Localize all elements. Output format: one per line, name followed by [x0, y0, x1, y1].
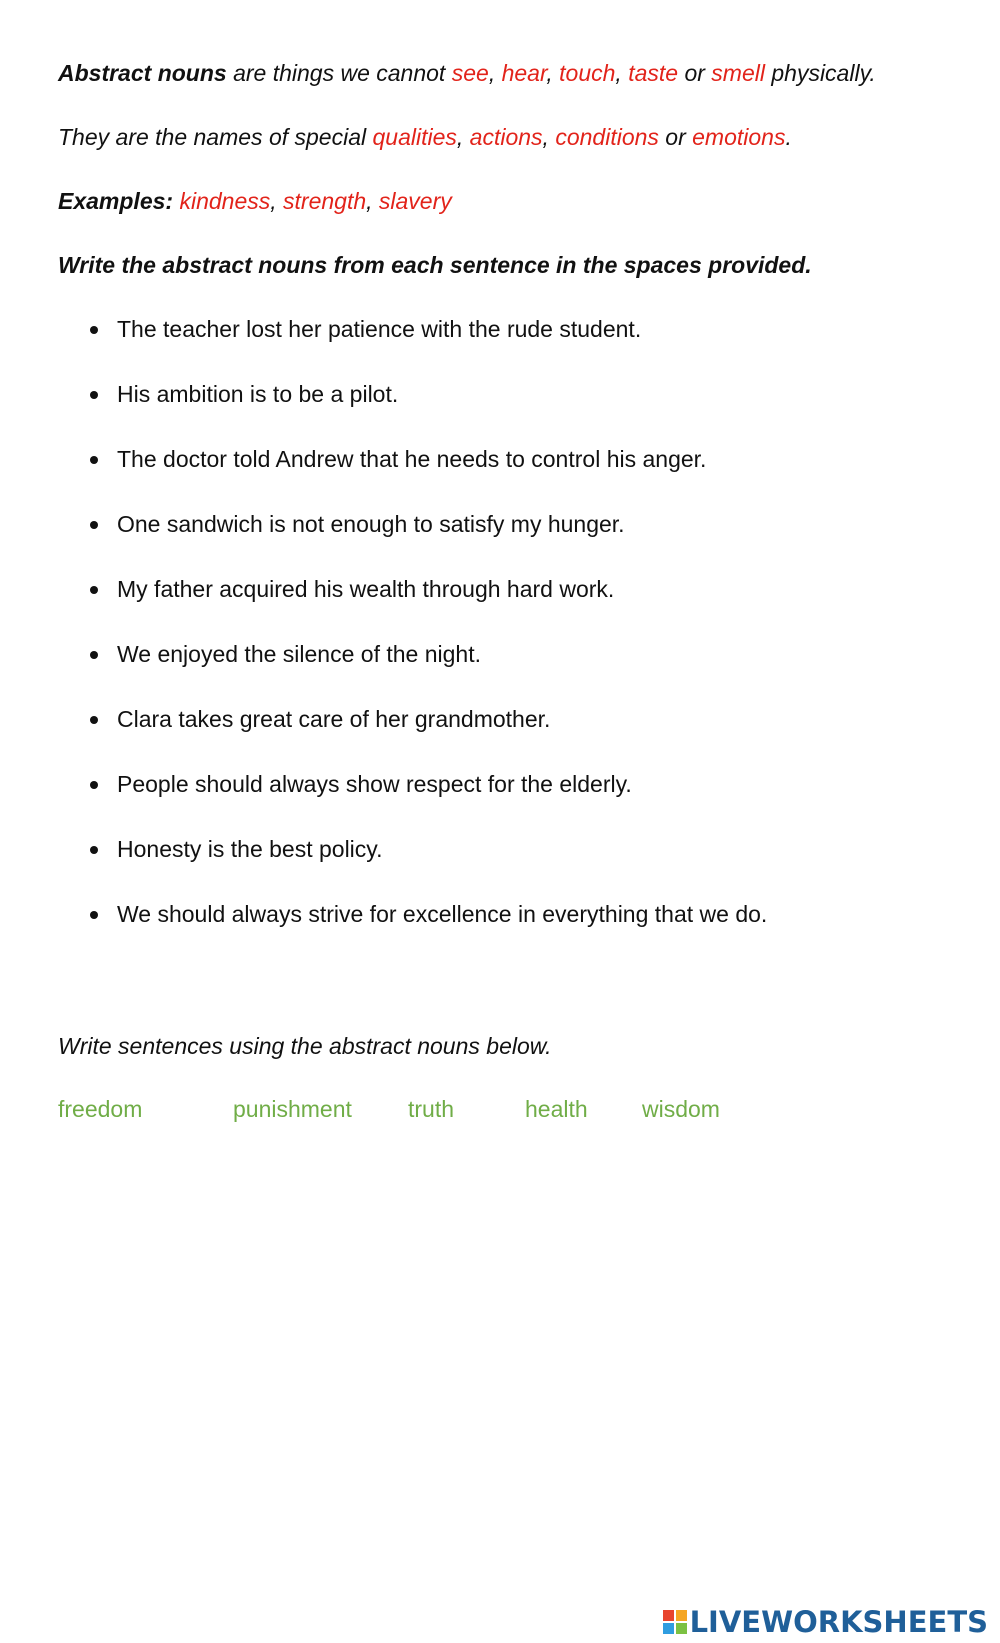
- word-wisdom: wisdom: [642, 1096, 720, 1122]
- term-abstract-nouns: Abstract nouns: [58, 60, 227, 86]
- instruction: Write the abstract nouns from each sentence in the spaces provided.: [58, 252, 812, 278]
- bullet-icon: [90, 521, 98, 529]
- sense-smell: smell: [711, 60, 765, 86]
- bullet-icon: [90, 716, 98, 724]
- word-truth: truth: [408, 1096, 455, 1122]
- bullet-icon: [90, 391, 98, 399]
- liveworksheets-icon: [663, 1610, 687, 1634]
- logo-square: [676, 1623, 687, 1634]
- sentence-text: One sandwich is not enough to satisfy my hunger.: [117, 511, 625, 537]
- example-slavery: slavery: [378, 188, 452, 214]
- bullet-icon: [90, 911, 98, 919]
- sentence-prompt: Write sentences using the abstract nouns below.: [58, 1033, 552, 1059]
- bullet-icon: [90, 456, 98, 464]
- sentence-text: We should always strive for excellence in everything that we do.: [117, 901, 768, 927]
- bullet-icon: [90, 781, 98, 789]
- bullet-icon: [90, 326, 98, 334]
- logo-square: [663, 1623, 674, 1634]
- examples-label: Examples:: [58, 188, 174, 214]
- category-actions: actions: [469, 124, 543, 150]
- sentence-text: Clara takes great care of her grandmother.: [117, 706, 551, 732]
- example-kindness: kindness: [179, 188, 271, 214]
- category-qualities: qualities: [372, 124, 457, 150]
- sense-hear: hear: [501, 60, 547, 86]
- sentence-text: People should always show respect for the elderly.: [117, 771, 632, 797]
- abstract-noun-definition: Abstract nouns are things we cannot see, hear, touch, taste or smell physically.: [58, 60, 876, 86]
- examples-line: Examples: kindness, strength, slavery: [58, 188, 452, 214]
- sentence-text: The doctor told Andrew that he needs to control his anger.: [117, 446, 707, 472]
- word-health: health: [525, 1096, 588, 1122]
- sense-see: see: [451, 60, 489, 86]
- bullet-icon: [90, 846, 98, 854]
- sentence-text: We enjoyed the silence of the night.: [117, 641, 481, 667]
- example-strength: strength: [283, 188, 367, 214]
- word-freedom: freedom: [58, 1096, 143, 1122]
- sense-taste: taste: [628, 60, 679, 86]
- word-punishment: punishment: [233, 1096, 352, 1122]
- sentence-text: My father acquired his wealth through hard work.: [117, 576, 615, 602]
- category-conditions: conditions: [555, 124, 659, 150]
- bullet-icon: [90, 651, 98, 659]
- logo-square: [663, 1610, 674, 1621]
- sentence-text: Honesty is the best policy.: [117, 836, 383, 862]
- category-emotions: emotions: [692, 124, 786, 150]
- liveworksheets-logo[interactable]: [663, 1605, 988, 1639]
- bullet-icon: [90, 586, 98, 594]
- sentence-text: The teacher lost her patience with the rude student.: [117, 316, 642, 342]
- liveworksheets-wordmark: LIVEWORKSHEETS: [689, 1605, 988, 1639]
- sense-touch: touch: [559, 60, 616, 86]
- abstract-noun-categories: They are the names of special qualities, actions, conditions or emotions.: [58, 124, 792, 150]
- sentence-text: His ambition is to be a pilot.: [117, 381, 399, 407]
- logo-square: [676, 1610, 687, 1621]
